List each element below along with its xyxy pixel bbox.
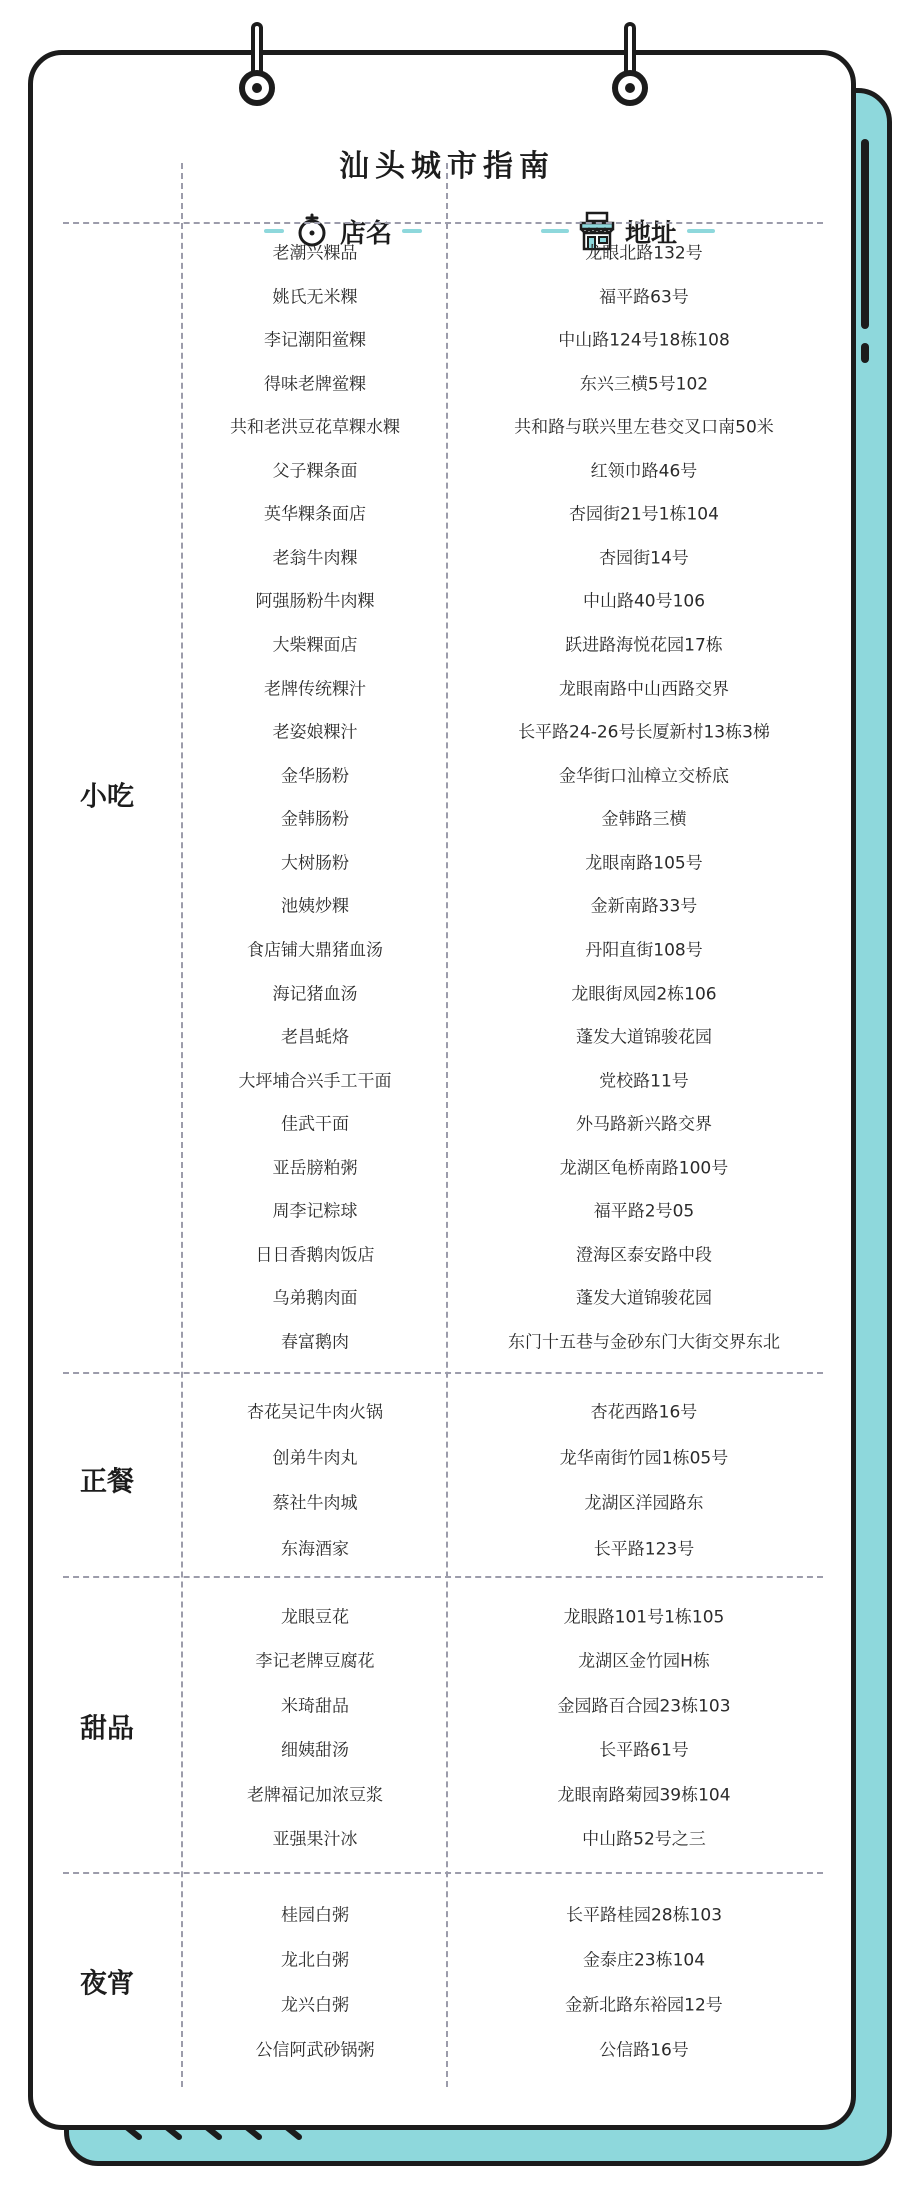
shop-name: 东海酒家 — [281, 1539, 349, 1560]
category-label: 正餐 — [80, 1466, 134, 1498]
shop-name: 杏花吴记牛肉火锅 — [247, 1402, 383, 1423]
shop-address: 福平路2号05 — [593, 1201, 695, 1222]
shop-address: 金新北路东裕园12号 — [565, 1995, 723, 2016]
row-divider — [63, 1372, 823, 1374]
shop-name: 周李记粽球 — [272, 1201, 358, 1222]
binder-ring-right — [595, 20, 665, 130]
shop-name: 父子粿条面 — [272, 461, 358, 482]
category-label: 甜品 — [80, 1713, 134, 1745]
category-label: 夜宵 — [80, 1968, 134, 2000]
shop-address: 金园路百合园23栋103 — [557, 1696, 731, 1717]
shop-address: 东门十五巷与金砂东门大街交界东北 — [508, 1332, 780, 1353]
shop-address: 福平路63号 — [599, 287, 689, 308]
shop-address: 澄海区泰安路中段 — [576, 1245, 712, 1266]
shop-name: 姚氏无米粿 — [272, 287, 358, 308]
shop-address: 龙湖区金竹园H栋 — [578, 1651, 710, 1672]
shop-address: 长平路桂园28栋103 — [565, 1905, 723, 1926]
shop-address: 龙眼南路105号 — [585, 853, 703, 874]
shop-address: 蓬发大道锦骏花园 — [576, 1027, 712, 1048]
shop-name: 阿强肠粉牛肉粿 — [255, 591, 375, 612]
guide-card — [28, 50, 856, 2130]
shop-address: 外马路新兴路交界 — [576, 1114, 712, 1135]
shop-name: 池姨炒粿 — [281, 896, 349, 917]
shop-address: 龙眼北路132号 — [585, 243, 703, 264]
side-bar-short — [861, 343, 869, 363]
shop-address: 金韩路三横 — [601, 809, 687, 830]
binder-ring-left — [222, 20, 292, 130]
shop-address: 龙眼街凤园2栋106 — [571, 984, 717, 1005]
shop-name: 大坪埔合兴手工干面 — [238, 1071, 392, 1092]
shop-address: 长平路61号 — [599, 1740, 689, 1761]
shop-address: 长平路24-26号长厦新村13栋3梯 — [518, 722, 770, 743]
shop-address: 红领巾路46号 — [590, 461, 698, 482]
shop-address: 龙湖区龟桥南路100号 — [559, 1158, 729, 1179]
shop-name: 亚岳膀粕粥 — [272, 1158, 358, 1179]
shop-address: 中山路52号之三 — [582, 1829, 706, 1850]
shop-address: 丹阳直街108号 — [585, 940, 703, 961]
shop-name: 龙北白粥 — [281, 1950, 349, 1971]
shop-name: 老翁牛肉粿 — [272, 548, 358, 569]
shop-name: 米琦甜品 — [281, 1696, 349, 1717]
shop-name: 金韩肠粉 — [281, 809, 349, 830]
shop-name: 大树肠粉 — [281, 853, 349, 874]
shop-name: 公信阿武砂锅粥 — [255, 2040, 375, 2061]
shop-name: 创弟牛肉丸 — [272, 1448, 358, 1469]
row-divider — [63, 1576, 823, 1578]
shop-name: 老牌福记加浓豆浆 — [247, 1785, 383, 1806]
shop-address: 杏花西路16号 — [590, 1402, 698, 1423]
row-divider — [63, 1872, 823, 1874]
shop-address: 金新南路33号 — [590, 896, 698, 917]
shop-address: 公信路16号 — [599, 2040, 689, 2061]
shop-address: 中山路124号18栋108 — [558, 330, 730, 351]
shop-name: 李记老牌豆腐花 — [255, 1651, 375, 1672]
shop-name: 大柴粿面店 — [272, 635, 358, 656]
shop-name: 海记猪血汤 — [272, 984, 358, 1005]
shop-address: 杏园街21号1栋104 — [569, 504, 719, 525]
shop-name: 佳武干面 — [281, 1114, 349, 1135]
shop-name: 得味老牌鲎粿 — [264, 374, 366, 395]
shop-name: 龙兴白粥 — [281, 1995, 349, 2016]
shop-address: 党校路11号 — [599, 1071, 689, 1092]
shop-name: 食店铺大鼎猪血汤 — [247, 940, 383, 961]
shop-address: 共和路与联兴里左巷交叉口南50米 — [514, 417, 774, 438]
shop-address: 龙眼南路中山西路交界 — [559, 679, 729, 700]
shop-name: 老潮兴粿品 — [272, 243, 358, 264]
shop-name: 共和老洪豆花草粿水粿 — [230, 417, 400, 438]
header-address-label: 地址 — [624, 218, 677, 249]
shop-name: 龙眼豆花 — [281, 1607, 349, 1628]
header-name-label: 店名 — [339, 218, 392, 249]
shop-address: 龙华南街竹园1栋05号 — [559, 1448, 729, 1469]
shop-address: 金泰庄23栋104 — [582, 1950, 706, 1971]
shop-name: 春富鹅肉 — [281, 1332, 349, 1353]
shop-address: 东兴三横5号102 — [579, 374, 709, 395]
shop-address: 蓬发大道锦骏花园 — [576, 1288, 712, 1309]
side-bar-long — [861, 139, 869, 329]
shop-name: 金华肠粉 — [281, 766, 349, 787]
shop-name: 蔡社牛肉城 — [272, 1493, 358, 1514]
category-label: 小吃 — [80, 781, 134, 813]
shop-name: 英华粿条面店 — [264, 504, 366, 525]
shop-name: 亚强果汁冰 — [272, 1829, 358, 1850]
row-divider — [63, 222, 823, 224]
shop-address: 中山路40号106 — [582, 591, 706, 612]
shop-name: 日日香鹅肉饭店 — [255, 1245, 375, 1266]
shop-address: 长平路123号 — [593, 1539, 695, 1560]
shop-address: 金华街口汕樟立交桥底 — [559, 766, 729, 787]
shop-name: 桂园白粥 — [281, 1905, 349, 1926]
shop-name: 乌弟鹅肉面 — [272, 1288, 358, 1309]
shop-name: 老昌蚝烙 — [281, 1027, 349, 1048]
shop-name: 李记潮阳鲎粿 — [264, 330, 366, 351]
shop-name: 细姨甜汤 — [281, 1740, 349, 1761]
shop-name: 老牌传统粿汁 — [264, 679, 366, 700]
shop-address: 杏园街14号 — [599, 548, 689, 569]
shop-address: 龙湖区洋园路东 — [584, 1493, 704, 1514]
shop-address: 龙眼南路菊园39栋104 — [557, 1785, 731, 1806]
shop-name: 老姿娘粿汁 — [272, 722, 358, 743]
shop-address: 跃进路海悦花园17栋 — [565, 635, 723, 656]
page-title: 汕头城市指南 — [339, 149, 555, 184]
shop-address: 龙眼路101号1栋105 — [563, 1607, 725, 1628]
